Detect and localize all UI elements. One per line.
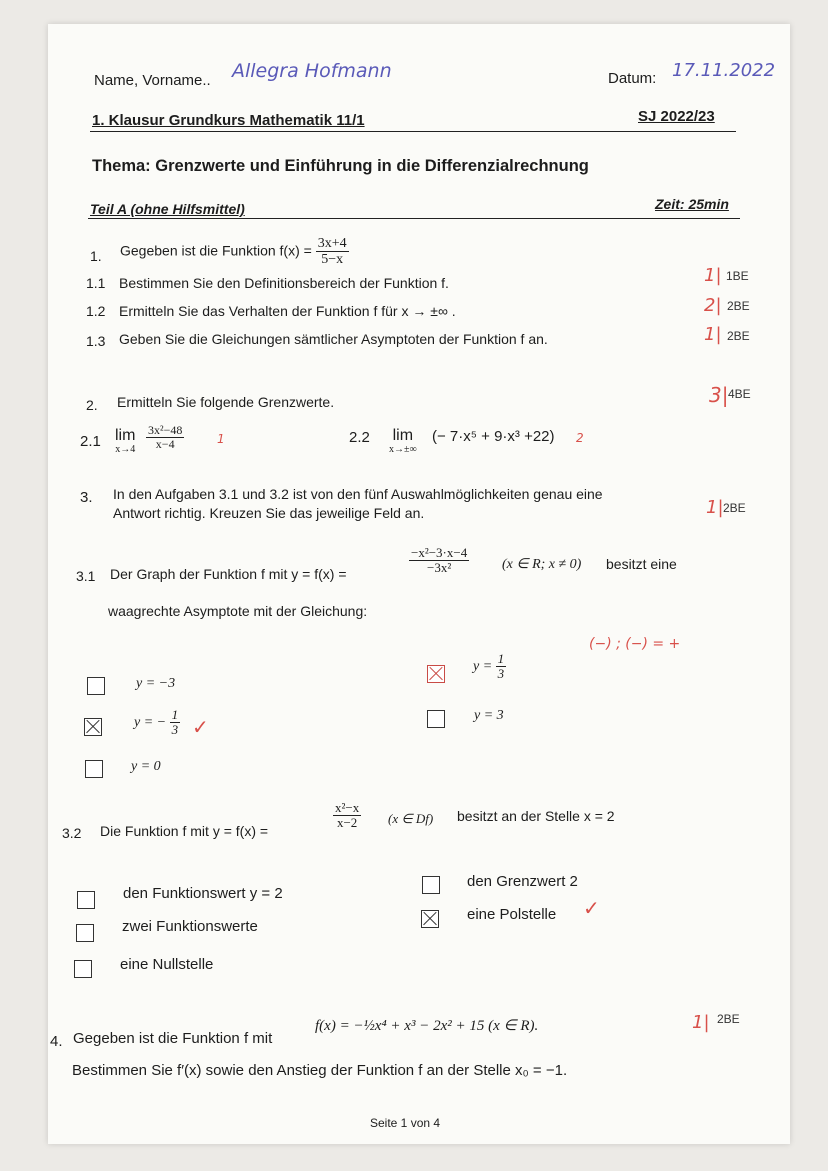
- task3-score: 1|: [706, 497, 724, 518]
- date-label: Datum:: [608, 70, 657, 87]
- option-grenzwert-checkbox[interactable]: [422, 876, 440, 894]
- task1-3-score: 1|: [704, 324, 722, 345]
- school-year: SJ 2022/23: [638, 108, 715, 125]
- task3-1-text-line2: waagrechte Asymptote mit der Gleichung:: [108, 603, 368, 619]
- task4-points: 2BE: [717, 1012, 740, 1026]
- task2-2-limit: lim x→±∞: [389, 427, 417, 455]
- task4-line2: Bestimmen Sie f′(x) sowie den Anstieg der Funktion f an der Stelle x₀ = −1.: [72, 1062, 568, 1079]
- option-nullstelle-label: eine Nullstelle: [120, 956, 214, 973]
- option-y-3-label: y = 3: [474, 708, 504, 723]
- option-nullstelle-checkbox[interactable]: [74, 960, 92, 978]
- task1-1-text: Bestimmen Sie den Definitionsbereich der Funktion f.: [119, 275, 449, 291]
- option-zwei-funktionswerte-checkbox[interactable]: [76, 924, 94, 942]
- page-number: Seite 1 von 4: [370, 1116, 441, 1130]
- task3-2-fraction: $\frac{\text{x²−x}}{x-2}$: [335, 800, 360, 831]
- task3-2-number: 3.2: [62, 825, 82, 841]
- task1-1-points: 1BE: [726, 269, 749, 283]
- task2-1-mark: 1: [217, 432, 225, 446]
- task1-3-points: 2BE: [727, 329, 750, 343]
- task3-1-note: (−) ; (−) = +: [589, 636, 681, 652]
- name-label: Name, Vorname..: [94, 72, 211, 89]
- time-label: Zeit: 25min: [655, 196, 729, 212]
- task1-2-text: Ermitteln Sie das Verhalten der Funktion f für x → ±∞ .: [119, 303, 456, 319]
- task1-number: 1.: [90, 248, 102, 264]
- task2-points: 4BE: [728, 387, 751, 401]
- exam-title: 1. Klausur Grundkurs Mathematik 11/1: [92, 112, 365, 129]
- task2-1-fraction: $\frac{\text{3x²−48}}{x-4}$: [148, 423, 183, 452]
- task1-intro: Gegeben ist die Funktion f(x) = $\frac{3x+4}{5-x}$: [120, 236, 347, 268]
- option-polstelle-checkbox[interactable]: [421, 910, 439, 928]
- task2-2-number: 2.2: [349, 429, 370, 446]
- option-funktionswert-checkbox[interactable]: [77, 891, 95, 909]
- option-y-minus-3-checkbox[interactable]: [87, 677, 105, 695]
- task4-intro: Gegeben ist die Funktion f mit: [73, 1030, 273, 1047]
- task3-text-line2: Antwort richtig. Kreuzen Sie das jeweilige Feld an.: [113, 505, 425, 521]
- exam-sheet: [48, 24, 790, 1144]
- option-polstelle-check-mark: ✓: [583, 896, 600, 920]
- option-funktionswert-label: den Funktionswert y = 2: [123, 885, 283, 902]
- task1-2-score: 2|: [704, 295, 722, 316]
- task3-1-number: 3.1: [76, 568, 96, 584]
- option-zwei-funktionswerte-label: zwei Funktionswerte: [122, 918, 258, 935]
- header-rule: [90, 131, 736, 132]
- task2-1-number: 2.1: [80, 433, 101, 450]
- task1-3-number: 1.3: [86, 333, 106, 349]
- task2-1-limit: lim x→4: [115, 427, 136, 455]
- part-label: Teil A (ohne Hilfsmittel): [90, 201, 245, 217]
- option-grenzwert-label: den Grenzwert 2: [467, 873, 578, 890]
- option-y-minus-3-label: y = −3: [136, 676, 176, 691]
- task3-points: 2BE: [723, 501, 746, 515]
- name-value: Allegra Hofmann: [232, 60, 392, 82]
- task2-2-expression: (− 7·x⁵ + 9·x³ +22): [432, 428, 555, 445]
- task3-text-line1: In den Aufgaben 3.1 und 3.2 ist von den fünf Auswahlmöglichkeiten genau eine: [113, 486, 603, 502]
- task2-text: Ermitteln Sie folgende Grenzwerte.: [117, 394, 335, 410]
- option-y-0-checkbox[interactable]: [85, 760, 103, 778]
- option-y-minus-third-checkbox[interactable]: [84, 718, 102, 736]
- task1-1-number: 1.1: [86, 275, 106, 291]
- task1-3-text: Geben Sie die Gleichungen sämtlicher Asymptoten der Funktion f an.: [119, 331, 548, 347]
- task3-2-domain: (x ∈ Df): [388, 811, 434, 826]
- task3-1-text-b: besitzt eine: [606, 556, 677, 572]
- task1-2-number: 1.2: [86, 303, 106, 319]
- task3-1-domain: (x ∈ R; x ≠ 0): [502, 557, 582, 572]
- task4-number: 4.: [50, 1033, 63, 1050]
- date-value: 17.11.2022: [672, 60, 776, 81]
- task3-2-text-b: besitzt an der Stelle x = 2: [457, 808, 615, 824]
- task3-1-text: Der Graph der Funktion f mit y = f(x) =: [110, 566, 347, 582]
- option-y-third-checkbox[interactable]: [427, 665, 445, 683]
- task3-2-text: Die Funktion f mit y = f(x) =: [100, 823, 269, 839]
- task3-number: 3.: [80, 489, 93, 506]
- option-y-minus-third-label: y = − $\frac{1}{3}$: [134, 707, 179, 738]
- topic-title: Thema: Grenzwerte und Einführung in die Differenzialrechnung: [92, 157, 589, 175]
- option-y-0-label: y = 0: [131, 759, 161, 774]
- task3-1-fraction: $\frac{\text{−x²−3·x−4}}{\text{−3x²}}$: [411, 545, 468, 576]
- option-y-3-checkbox[interactable]: [427, 710, 445, 728]
- option-polstelle-label: eine Polstelle: [467, 906, 557, 923]
- option-y-third-label: y = $\frac{1}{3}$: [473, 651, 505, 682]
- task4-formula: f(x) = −½x⁴ + x³ − 2x² + 15 (x ∈ R).: [315, 1018, 539, 1034]
- task2-2-mark: 2: [576, 431, 584, 445]
- part-rule: [88, 218, 740, 219]
- task1-2-points: 2BE: [727, 299, 750, 313]
- option-y-minus-third-check-mark: ✓: [192, 715, 209, 739]
- task2-number: 2.: [86, 397, 98, 413]
- task4-score: 1|: [692, 1012, 710, 1033]
- task2-score: 3|: [709, 383, 729, 407]
- task1-1-score: 1|: [704, 265, 722, 286]
